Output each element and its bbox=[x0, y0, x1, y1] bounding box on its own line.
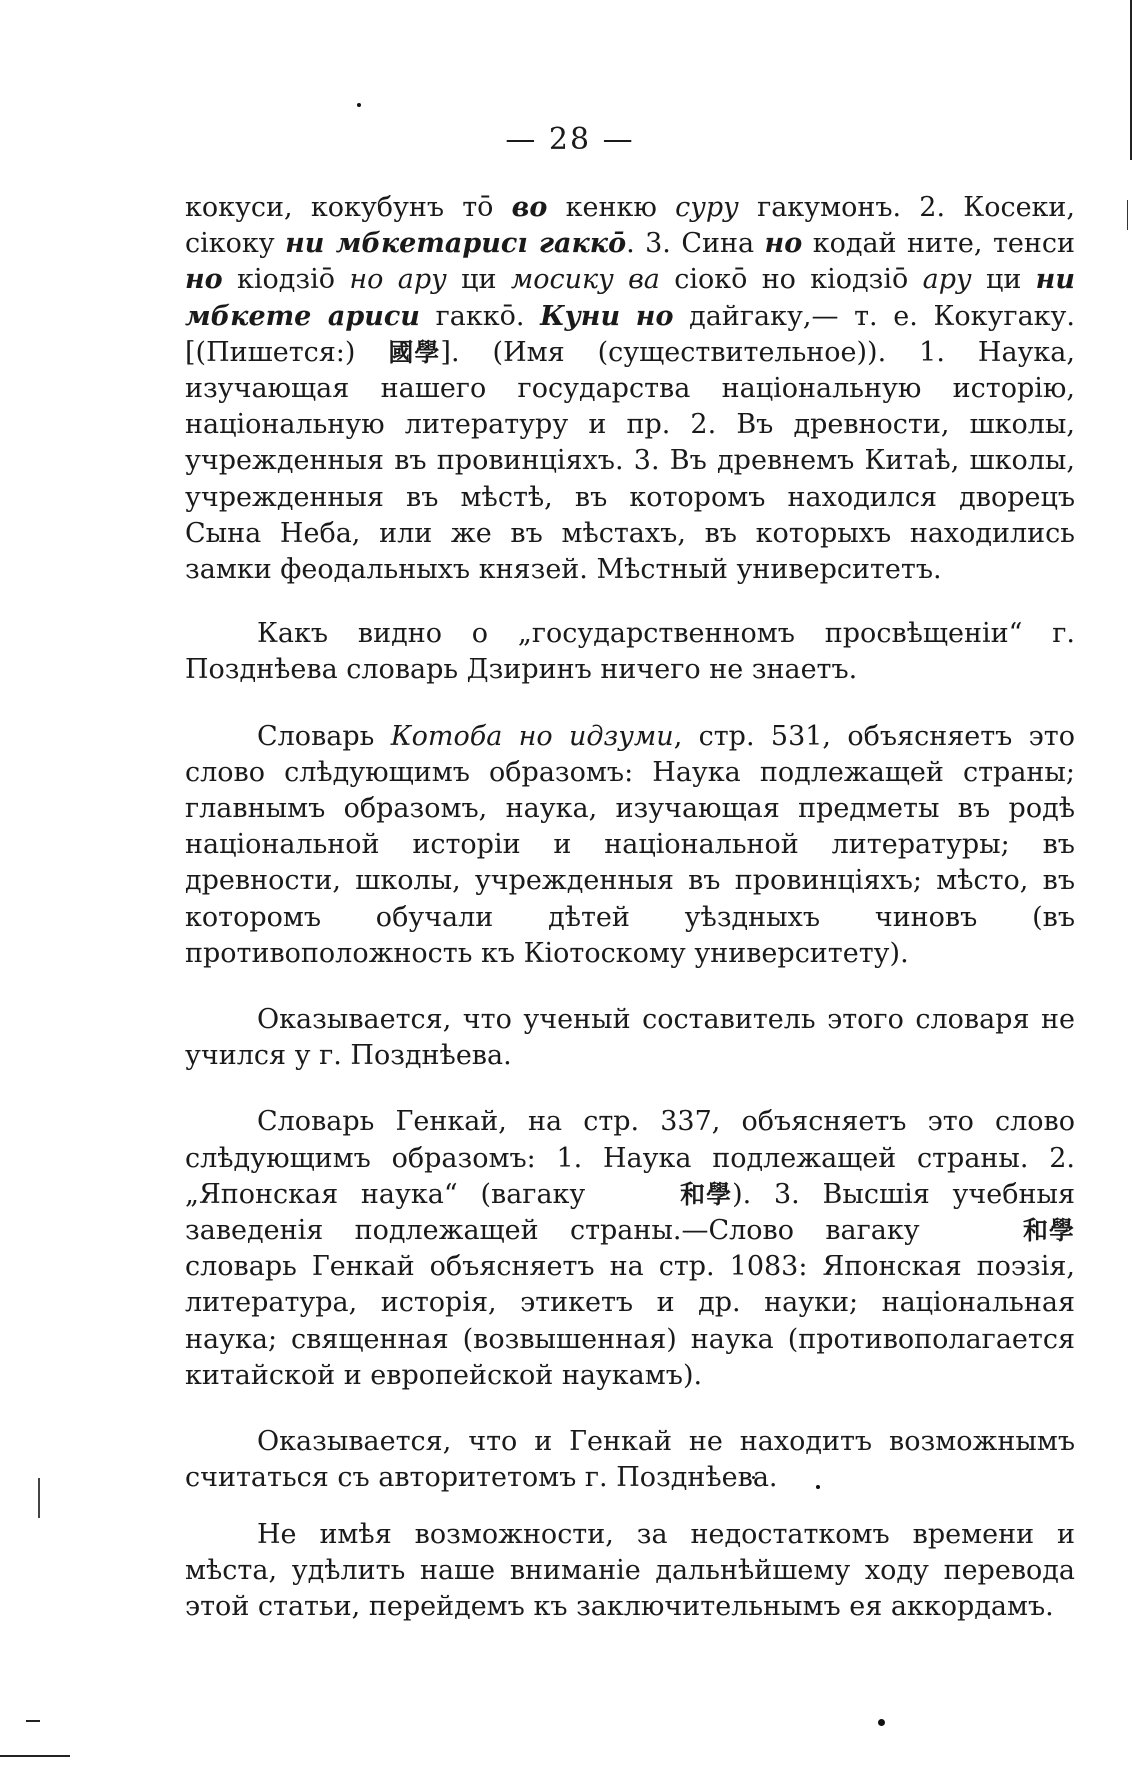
text-run bbox=[620, 301, 636, 332]
text-run: кіодзіō bbox=[222, 264, 350, 296]
kanji-wagaku: 和學 bbox=[1022, 1216, 1075, 1246]
text-run: гаккō. bbox=[419, 300, 541, 332]
japanese-particle: во bbox=[511, 192, 548, 223]
japanese-term: ни мбкетарисı гаккō bbox=[285, 228, 627, 260]
text-run: ци bbox=[446, 264, 511, 296]
japanese-term: ару bbox=[922, 264, 972, 296]
scan-speck bbox=[878, 1719, 885, 1726]
kanji-kokugaku: 國學 bbox=[388, 337, 441, 367]
paragraph: Оказывается, что и Генкай не находитъ возможнымъ считаться съ авторитетомъ г. Позднѣева. bbox=[185, 1426, 1075, 1494]
text-run: кенкю bbox=[547, 192, 676, 223]
text-run: дайгаку,— т. е. Кокугаку. [(Пишется:) bbox=[185, 300, 1076, 368]
paragraph bbox=[185, 1104, 1075, 1394]
text-run: Словарь bbox=[257, 720, 391, 752]
scan-dash-mark bbox=[26, 1720, 40, 1722]
japanese-term: Куни bbox=[540, 300, 621, 332]
paragraph bbox=[185, 190, 1075, 588]
japanese-term: мосику ва bbox=[510, 264, 660, 296]
text-run: гакумонъ. 2. Косеки, сікоку bbox=[185, 192, 1075, 260]
text-run: ци bbox=[971, 264, 1036, 296]
text-run: кодай ните, тенси bbox=[802, 228, 1075, 260]
japanese-particle: но bbox=[185, 264, 223, 296]
text-run: ]. (Имя (существительное)). 1. Наука, изучающая нашего государства національную исторію, національную литературу и пр. 2. Въ древности, школы, учрежденныя въ провинціяхъ. 3. Въ древнемъ Китаѣ, школы, учрежденныя въ мѣстѣ, въ которомъ находился дворецъ Сына Неба, или же въ мѣстахъ, въ которыхъ находились замки феодальныхъ князей. Мѣстный университетъ. bbox=[185, 336, 1075, 586]
text-run: ). 3. Высшія учебныя заведенія подлежащей страны.—Слово вагаку bbox=[185, 1178, 1075, 1247]
scan-corner-rule bbox=[0, 1755, 70, 1757]
paragraph: Оказывается, что ученый составитель этого словаря не учился у г. Позднѣева. bbox=[185, 1004, 1075, 1072]
japanese-term: но ару bbox=[349, 264, 447, 296]
paragraph bbox=[185, 719, 1075, 972]
paragraph: Какъ видно о „государственномъ просвѣщеніи“ г. Позднѣева словарь Дзиринъ ничего не знаетъ. bbox=[185, 618, 1075, 686]
text-run: . 3. Сина bbox=[626, 228, 765, 260]
dictionary-title: Котоба но идзуми bbox=[390, 720, 674, 752]
text-run: кокуси, кокубунъ тō bbox=[185, 192, 512, 223]
japanese-term: ни мбкете ариси bbox=[185, 264, 1075, 332]
japanese-term: суру bbox=[675, 192, 739, 223]
body-text bbox=[185, 190, 1075, 1625]
japanese-particle: но bbox=[635, 300, 674, 332]
text-run: , стр. 531, объясняетъ это слово слѣдующимъ образомъ: Наука подлежащей страны; главнымъ образомъ, наука, изучающая предметы въ родѣ національной исторіи и національной литературы; въ древности, школы, учрежденныя въ провинціяхъ; мѣсто, въ которомъ обучали дѣтей уѣздныхъ чиновъ (въ противоположность къ Кіотоскому университету). bbox=[185, 720, 1075, 969]
text-run: словарь Генкай объясняетъ на стр. 1083: Японская поэзія, литература, исторія, этикетъ и др. науки; національная наука; священная (возвышенная) наука (противополагается китайской и европейской наукамъ). bbox=[185, 1251, 1075, 1391]
paragraph: Не имѣя возможности, за недостаткомъ времени и мѣста, удѣлить наше вниманіе дальнѣйшему ходу перевода этой статьи, перейдемъ къ заключительнымъ ея аккордамъ. bbox=[185, 1518, 1075, 1622]
scan-edge-tick bbox=[1127, 200, 1128, 230]
text-run: Словарь Генкай, на стр. 337, объясняетъ это слово слѣдующимъ образомъ: 1. Наука подлежащей страны. 2. „Японская наука“ (вагаку bbox=[185, 1106, 1075, 1210]
scan-speck bbox=[357, 103, 361, 107]
kanji-wagaku: 和學 bbox=[680, 1179, 733, 1209]
text-run: сіокō но кіодзіō bbox=[659, 264, 923, 296]
page-number: — 28 — bbox=[505, 122, 635, 157]
japanese-particle: но bbox=[764, 228, 803, 260]
scan-margin-tick bbox=[38, 1478, 40, 1518]
